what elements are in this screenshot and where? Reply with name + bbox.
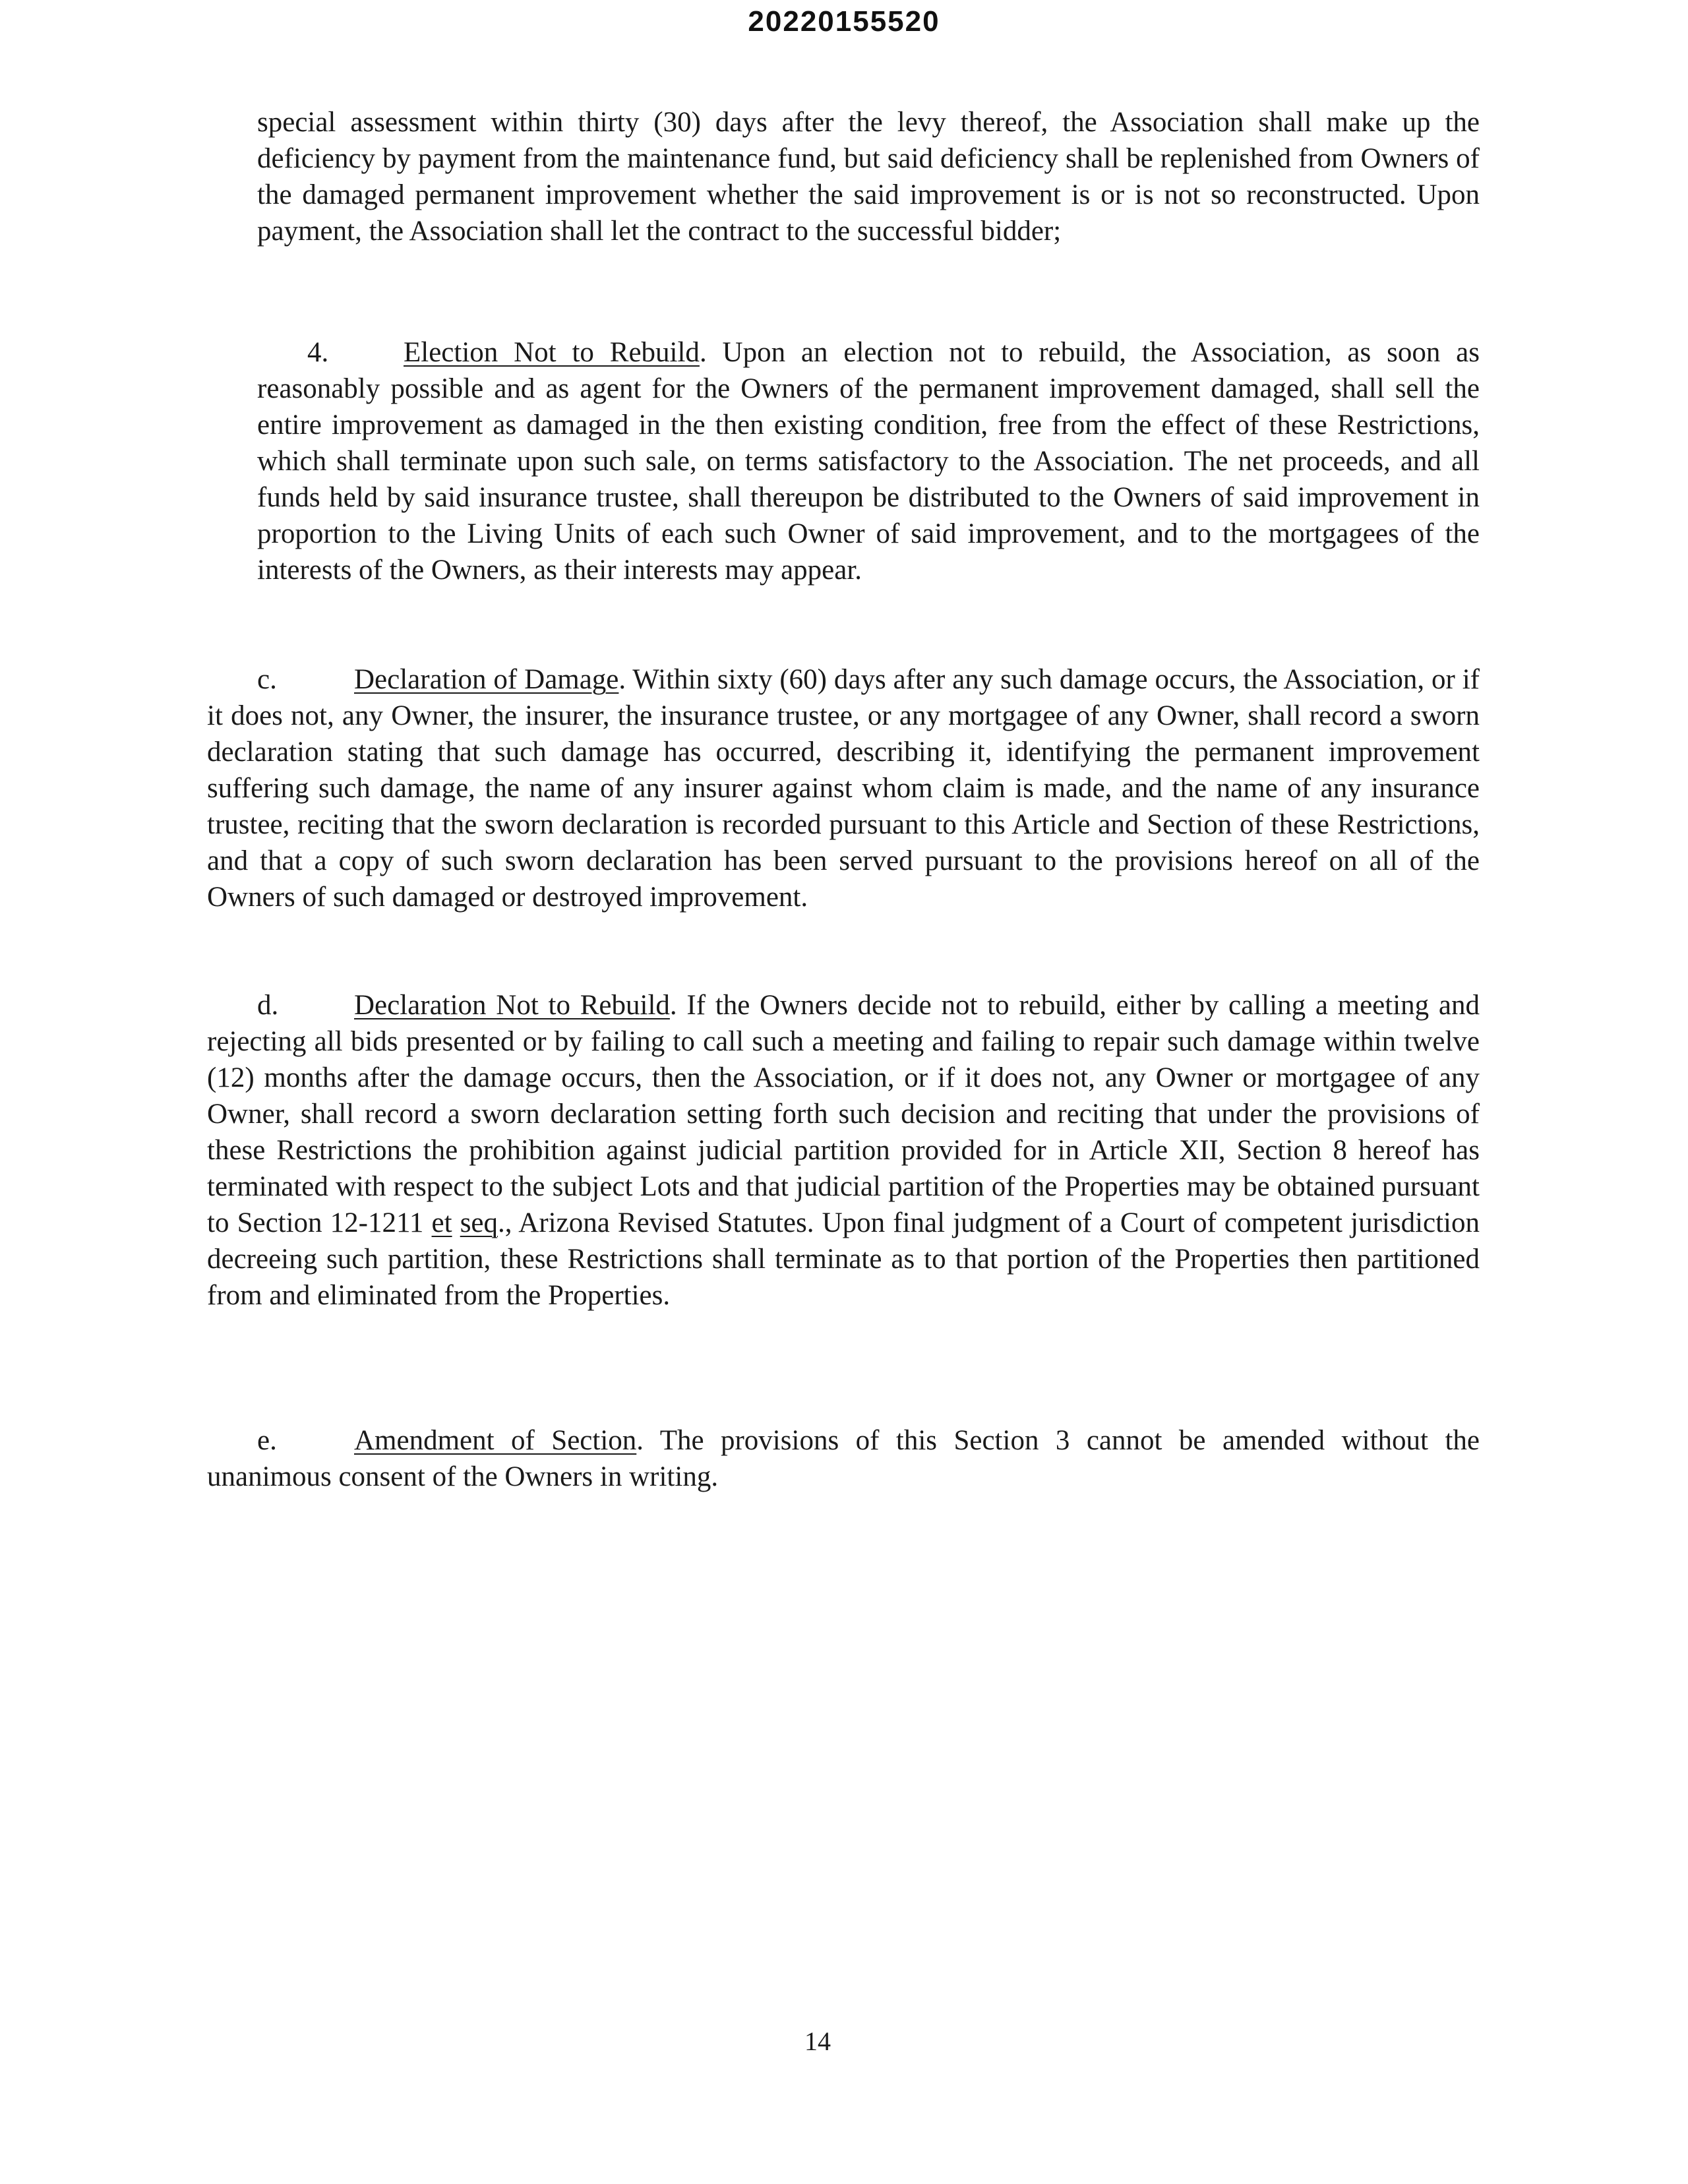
paragraph-number: d. bbox=[257, 990, 279, 1021]
paragraph-text-continued: ., Arizona Revised Statutes. Upon final judgment of a Court of competent jurisdiction decreeing such partition, these Restrictions shall terminate as to that portion of the Properties then partitioned from and eliminated from the Properties. bbox=[207, 1207, 1480, 1311]
paragraph-number: c. bbox=[257, 664, 277, 695]
paragraph-number: e. bbox=[257, 1425, 277, 1456]
latin-et: et bbox=[431, 1207, 452, 1238]
paragraph-text: . Upon an election not to rebuild, the Association, as soon as reasonably possible and as agent for the Owners of the permanent improvement damaged, shall sell the entire improvement as damaged in the then existing condition, free from the effect of these Restrictions, which shall terminate upon such sale, on terms satisfactory to the Association. The net proceeds, and all funds held by said insurance trustee, shall thereupon be distributed to the Owners of said improvement in proportion to the Living Units of each such Owner of said improvement, and to the mortgagees of the interests of the Owners, as their interests may appear. bbox=[257, 337, 1480, 586]
paragraph-heading: Declaration Not to Rebuild bbox=[354, 990, 670, 1021]
paragraph-text: . The provisions of this Section 3 cannot be amended without the unanimous consent of the Owners in writing. bbox=[207, 1425, 1480, 1492]
paragraph-declaration-of-damage bbox=[207, 661, 1480, 915]
recording-number: 20220155520 bbox=[748, 5, 940, 38]
paragraph-election-not-to-rebuild bbox=[257, 334, 1480, 588]
paragraph-special-assessment bbox=[257, 104, 1480, 249]
paragraph-number: 4. bbox=[307, 337, 329, 368]
paragraph-text: . Within sixty (60) days after any such damage occurs, the Association, or if it does not, any Owner, the insurer, the insurance trustee, or any mortgagee of any Owner, shall record a sworn declaration stating that such damage has occurred, describing it, identifying the permanent improvement suffering such damage, the name of any insurer against whom claim is made, and the name of any insurance trustee, reciting that the sworn declaration is recorded pursuant to this Article and Section of these Restrictions, and that a copy of such sworn declaration has been served pursuant to the provisions hereof on all of the Owners of such damaged or destroyed improvement. bbox=[207, 664, 1480, 913]
paragraph-heading: Declaration of Damage bbox=[354, 664, 619, 695]
paragraph-heading: Election Not to Rebuild bbox=[404, 337, 700, 368]
paragraph-heading: Amendment of Section bbox=[354, 1425, 637, 1456]
page-number: 14 bbox=[804, 2026, 831, 2056]
paragraph-amendment-of-section bbox=[207, 1422, 1480, 1495]
latin-seq: seq bbox=[460, 1207, 498, 1238]
paragraph-declaration-not-to-rebuild bbox=[207, 987, 1480, 1314]
paragraph-text: special assessment within thirty (30) days after the levy thereof, the Association shall make up the deficiency by payment from the maintenance fund, but said deficiency shall be replenished from Owners of the damaged permanent improvement whether the said improvement is or is not so reconstructed. Upon payment, the Association shall let the contract to the successful bidder; bbox=[257, 107, 1480, 247]
paragraph-text: . If the Owners decide not to rebuild, either by calling a meeting and rejecting all bids presented or by failing to call such a meeting and failing to repair such damage within twelve (12) months after the damage occurs, then the Association, or if it does not, any Owner or mortgagee of any Owner, shall record a sworn declaration setting forth such decision and reciting that under the provisions of these Restrictions the prohibition against judicial partition provided for in Article XII, Section 8 hereof has terminated with respect to the subject Lots and that judicial partition of the Properties may be obtained pursuant to Section 12-1211 bbox=[207, 990, 1480, 1238]
